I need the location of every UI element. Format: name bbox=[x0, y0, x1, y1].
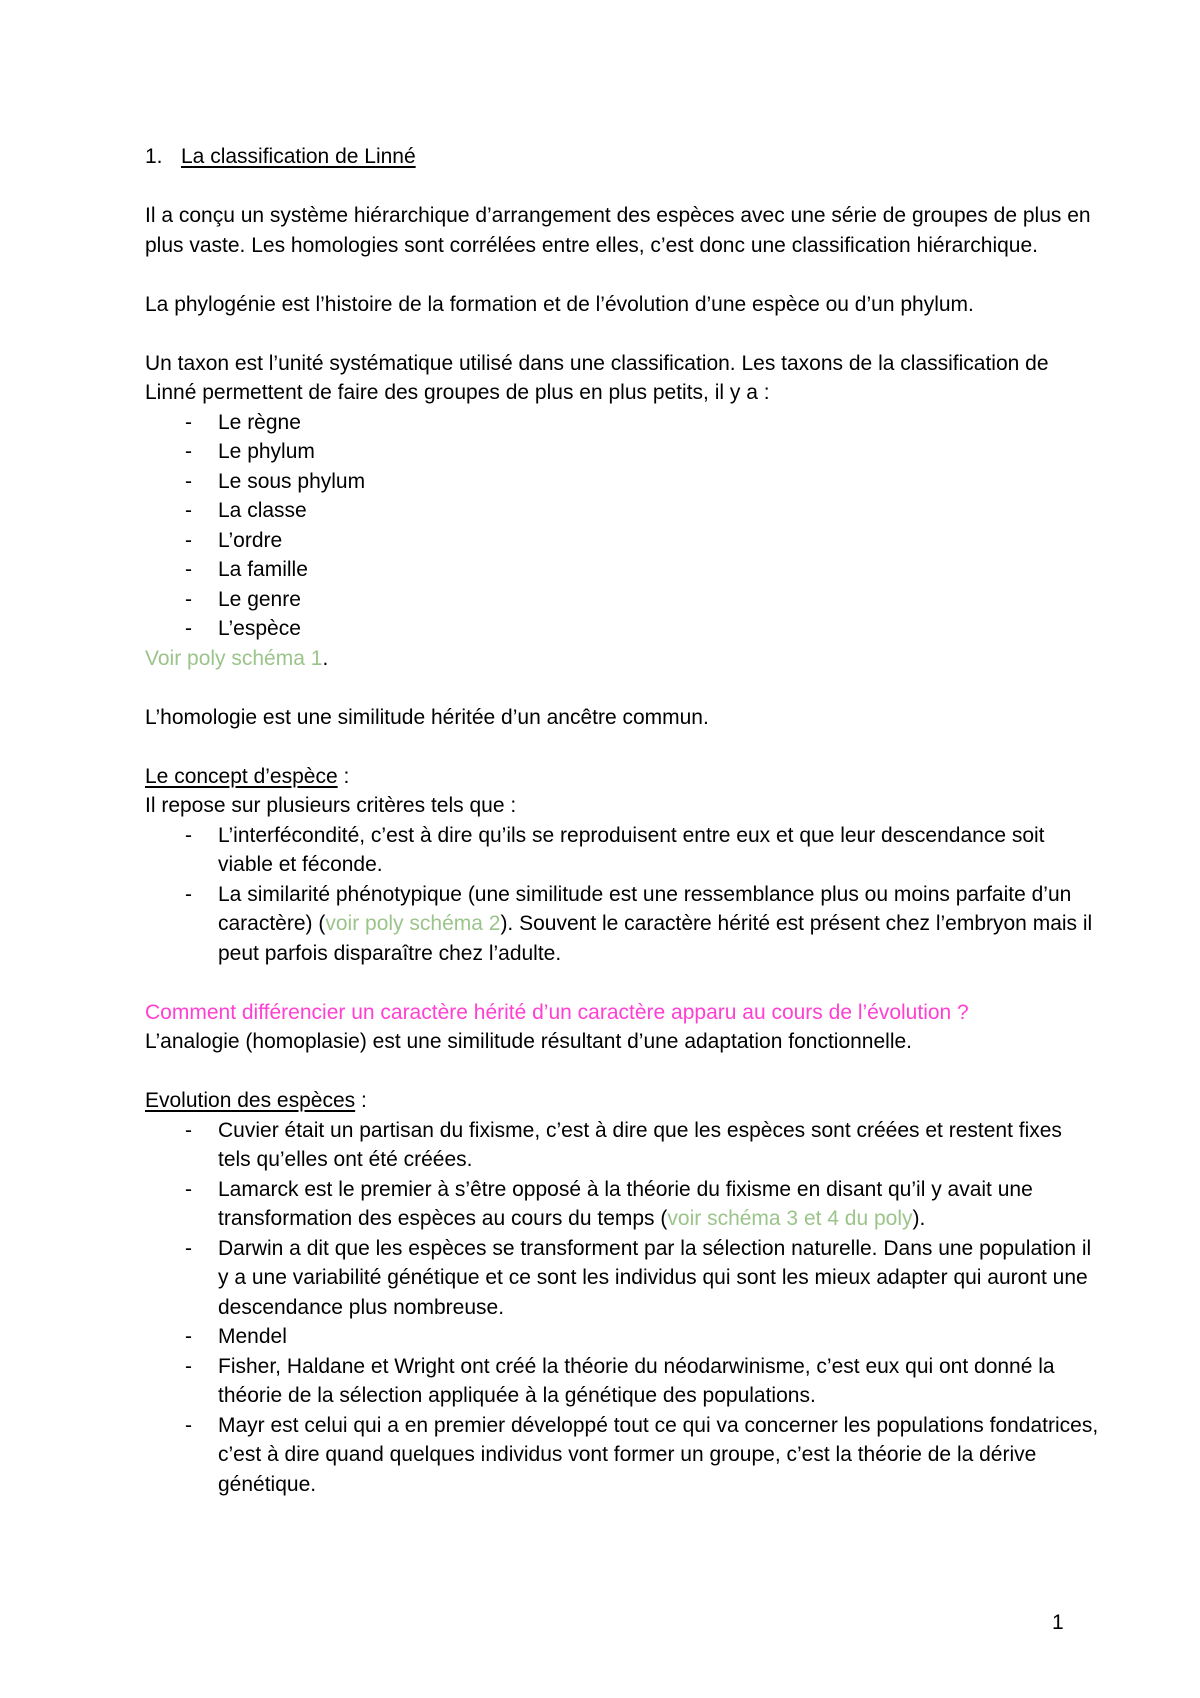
list-item: - Lamarck est le premier à s’être opposé à la théorie du fixisme en disant qu’il y avait une transformation des espèces au cours du temps (voir schéma 3 et 4 du poly). bbox=[145, 1175, 1100, 1234]
page-number: 1 bbox=[1052, 1611, 1064, 1634]
list-item: - Le genre bbox=[145, 585, 1100, 615]
list-item: - Le phylum bbox=[145, 437, 1100, 467]
list-item: - Mayr est celui qui a en premier développé tout ce qui va concerner les populations fondatrices, c’est à dire quand quelques individus vont former un groupe, c’est la théorie de la dérive génétique. bbox=[145, 1411, 1100, 1500]
schema1-reference: Voir poly schéma 1 bbox=[145, 646, 323, 670]
concept-list bbox=[145, 821, 1100, 969]
schema3-4-reference: voir schéma 3 et 4 du poly bbox=[667, 1207, 913, 1230]
list-item: - Darwin a dit que les espèces se transforment par la sélection naturelle. Dans une population il y a une variabilité génétique et ce sont les individus qui sont les mieux adapter qui auront une descendance plus nombreuse. bbox=[145, 1234, 1100, 1323]
paragraph-homologie: L’homologie est une similitude héritée d’un ancêtre commun. bbox=[145, 705, 709, 729]
list-item: - L’interfécondité, c’est à dire qu’ils se reproduisent entre eux et que leur descendance soit viable et féconde. bbox=[145, 821, 1100, 880]
list-item: - La similarité phénotypique (une similitude est une ressemblance plus ou moins parfaite d’un caractère) (voir poly schéma 2). Souvent le caractère hérité est présent chez l’embryon mais il peut parfois disparaître chez l’adulte. bbox=[145, 880, 1100, 969]
evolution-list bbox=[145, 1116, 1100, 1500]
list-item: - L’ordre bbox=[145, 526, 1100, 556]
evolution-title: Evolution des espèces bbox=[145, 1089, 356, 1112]
concept-intro: Il repose sur plusieurs critères tels que : bbox=[145, 794, 517, 817]
paragraph-phylogenie: La phylogénie est l’histoire de la formation et de l’évolution d’une espèce ou d’un phylum. bbox=[145, 292, 974, 316]
paragraph-analogie: L’analogie (homoplasie) est une similitude résultant d’une adaptation fonctionnelle. bbox=[145, 1030, 913, 1053]
paragraph-linne: Il a conçu un système hiérarchique d’arrangement des espèces avec une série de groupes de plus en plus vaste. Les homologies sont corrélées entre elles, c’est donc une classification hiérarchique. bbox=[145, 204, 1091, 257]
list-item: - Mendel bbox=[145, 1322, 1100, 1352]
section-heading bbox=[145, 142, 1100, 172]
list-item: - Cuvier était un partisan du fixisme, c’est à dire que les espèces sont créées et restent fixes tels qu’elles ont été créées. bbox=[145, 1116, 1100, 1175]
section-title: La classification de Linné bbox=[181, 145, 416, 168]
concept-title: Le concept d’espèce bbox=[145, 764, 338, 788]
evolution-heading: Evolution des espèces : bbox=[145, 1089, 367, 1112]
taxa-list bbox=[145, 408, 1100, 644]
list-item: - Le règne bbox=[145, 408, 1100, 438]
list-item: - La famille bbox=[145, 555, 1100, 585]
list-item: - Le sous phylum bbox=[145, 467, 1100, 497]
question-line: Comment différencier un caractère hérité d’un caractère apparu au cours de l’évolution ? bbox=[145, 1000, 969, 1024]
list-item: - L’espèce bbox=[145, 614, 1100, 644]
section-number: 1. bbox=[145, 145, 163, 168]
paragraph-taxon: Un taxon est l’unité systématique utilisé dans une classification. Les taxons de la classification de Linné permettent de faire des groupes de plus en plus petits, il y a : bbox=[145, 351, 1049, 404]
schema2-reference: voir poly schéma 2 bbox=[325, 912, 501, 935]
list-item: - Fisher, Haldane et Wright ont créé la théorie du néodarwinisme, c’est eux qui ont donné la théorie de la sélection appliquée à la génétique des populations. bbox=[145, 1352, 1100, 1411]
list-item: - La classe bbox=[145, 496, 1100, 526]
schema1-reference-line: Voir poly schéma 1. bbox=[145, 646, 329, 670]
concept-heading: Le concept d’espèce : bbox=[145, 764, 350, 788]
